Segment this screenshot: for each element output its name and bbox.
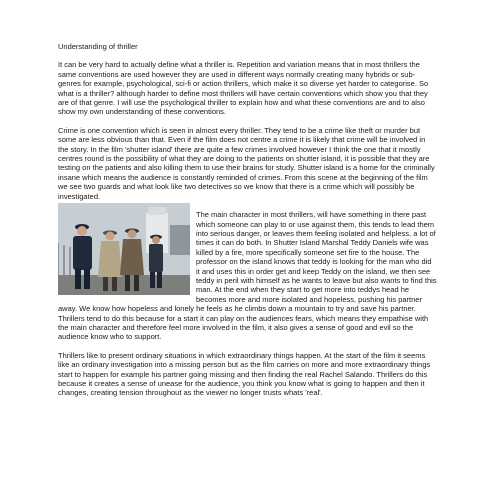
document-title: Understanding of thriller	[58, 42, 138, 51]
film-still-photo-icon	[58, 203, 190, 295]
paragraph-crime-block	[58, 126, 437, 201]
film-still-illustration	[58, 203, 190, 295]
paragraph-crime: Crime is one convention which is seen in almost every thriller. They tend to be a crime like theft or murder but some are less obvious than that. Even if the film does not centre a crime it is likely that crime will be involved in the story. In the film 'shutter island' there are quite a few crimes involved however I think the one that it mostly centres round is the possibility of what they are doing to the patients on shutter island, it is possible that they are testing on the patients and also killing them to use their brains for study. Shutter island is a home for the criminally insane which means the audience is constantly reminded of crimes. From this scene at the beginning of the film we see two guards and what look like two detectives so we know that there is a crime which will possibly be investigated.	[58, 125, 435, 201]
paragraph-ordinary-situations: Thrillers like to present ordinary situations in which extraordinary things happen. At the start of the film it seems like an ordinary investigation into a missing person but as the film carries on more and more extraordinary things start to happen for example his partner going missing and then finding the real Rachel Salando. Thrillers do this because it creates a sense of unease for the audience, you think you know what is going to happen and then it changes, creating tension throughout as the viewer no longer trusts whats 'real'.	[58, 350, 431, 398]
paragraph-intro: It can be very hard to actually define what a thriller is. Repetition and variation means that in most thrillers the same conventions are used however they are used in different ways normally creating many hybrids or sub-genres for example, psychological, sci-fi or action thrillers, which make it so diverse yet harder to categorise. So what is a thriller? although harder to define most thrillers will have certain conventions which show you that they are of that genre. I will use the psychological thriller to explain how and what these conventions are and to also show my own understanding of these conventions.	[58, 60, 429, 117]
paragraph-main-character: The main character in most thrillers, will have something in there past which someone can play to or use against them, this tends to lead them into serious danger, or leaves them feeling isolated and helpless, a lot of times it can do both. In Shutter Island Marshal Teddy Daniels wife was killed by a fire, more specifically someone set fire to the house. The professor on the island knows that teddy is looking for the man who did it and uses this in order get and keep Teddy on the island, we then see teddy in peril with himself as he wants to leave but also wants to find this man. At the end when they start to get more into teddys head he becomes more and more isolated and hopeless, pushing his partner away. We know how hopeless and lonely he feels as he climbs down a mountain to try and save his partner. Thrillers tend to do this because for a start it can play on the audiences fears, which means they empathise with the main character and therefore feel more involved in the film, it also gives a sense of good and evil so the audience know who to support.	[58, 210, 437, 342]
